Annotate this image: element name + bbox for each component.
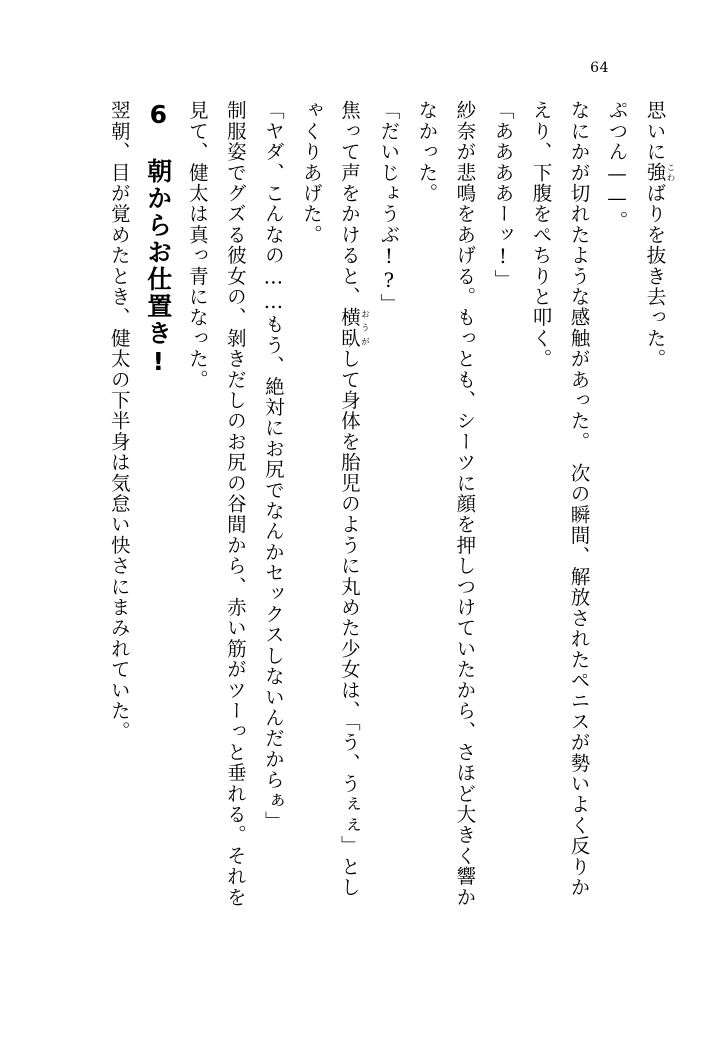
paragraph-6: 「だいじょうぶ!?」 [377,100,401,314]
paragraph-9: 制服姿でグズる彼女の、剝きだしのお尻の谷間から、赤い筋がツーっと垂れる。それを見て、健太は真っ青になった。 [185,100,247,908]
paragraph-8: 「ヤダ、こんなの……もう、絶対にお尻でなんかセックスしないんだからぁ」 [261,100,285,832]
paragraph-after-chapter-1: 翌朝、目が覚めたとき、健太の下半身は気怠い快さにまみれていた。 [107,100,131,742]
paragraph-4: 「ああああーッ!」 [491,100,515,290]
ruby-ouga: 横臥おうが [337,307,370,349]
paragraph-3: なにかが切れたような感触があった。 次の瞬間、解放されたペニスが勢いよく反りかえり、下腹をぺちりと叩く。 [529,100,591,898]
paragraph-7: 焦って声をかけると、横臥おうがして身体を胎児のように丸めた少女は、「う、うぇぇ」としゃくりあげた。 [299,100,370,898]
ruby-kowa: 強こわ [643,162,675,183]
ruby-text-ouga: おうが [359,307,370,349]
page-body-text [55,100,675,910]
paragraph-5: 紗奈が悲鳴をあげる。もっとも、シーツに顔を押しつけていたから、さほど大きく響かなかった。 [415,100,477,908]
ruby-text-kowa: こわ [665,162,675,183]
page-number: 64 [590,60,609,76]
paragraph-2: ぷつん——。 [605,100,629,232]
paragraph-1: 思いに強こわばりを抜き去った。 [643,100,675,370]
chapter-heading [138,100,178,910]
chapter-number: 6 [143,100,173,131]
chapter-title: 朝からお仕置き! [143,158,173,378]
